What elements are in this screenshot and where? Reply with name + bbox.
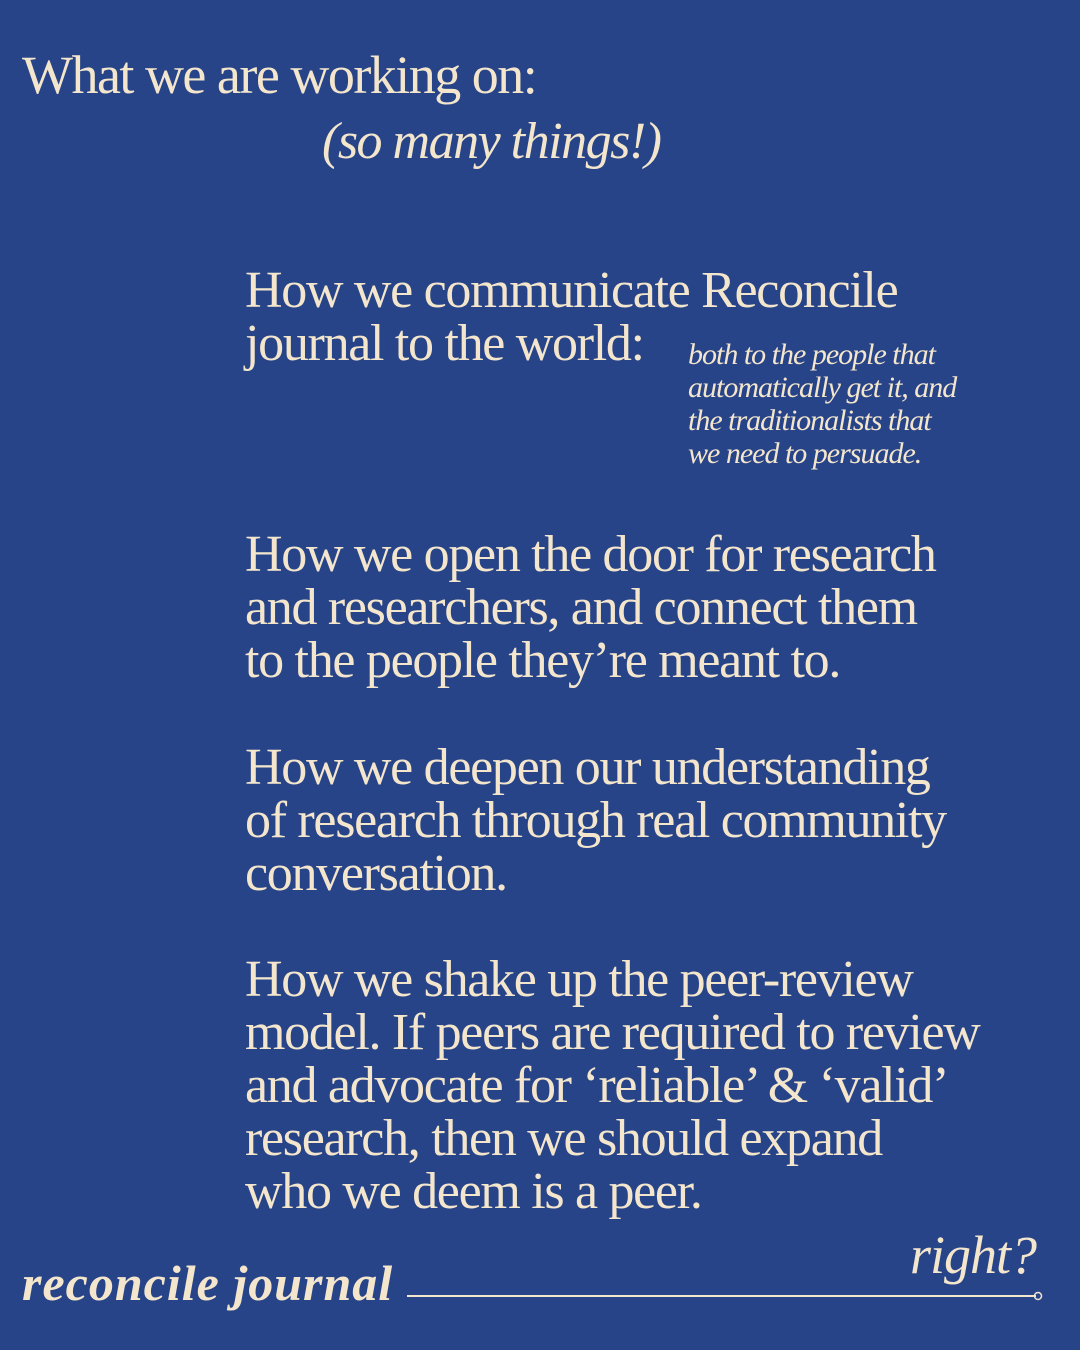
item-line: and researchers, and connect them: [245, 579, 917, 636]
item-line: How we shake up the peer-review: [245, 951, 913, 1008]
item-aside-note: [688, 338, 956, 470]
tagline: right?: [910, 1225, 1037, 1285]
brand-logo: reconcile journal: [22, 1255, 394, 1311]
work-item-deepen-understanding: [245, 741, 1045, 900]
aside-line: both to the people that: [688, 338, 935, 371]
item-line: How we deepen our understanding: [245, 739, 930, 796]
item-line: conversation.: [245, 845, 507, 902]
aside-line: the traditionalists that: [688, 404, 931, 437]
item-line: journal to the world:: [245, 315, 644, 372]
item-line: to the people they’re meant to.: [245, 632, 841, 689]
heading: What we are working on:: [22, 45, 537, 105]
item-line: model. If peers are required to review: [245, 1004, 980, 1061]
item-line: of research through real community: [245, 792, 946, 849]
aside-line: we need to persuade.: [688, 437, 922, 470]
item-line: and advocate for ‘reliable’ & ‘valid’: [245, 1057, 949, 1114]
subheading: (so many things!): [322, 113, 661, 170]
item-line: research, then we should expand: [245, 1110, 882, 1167]
work-item-peer-review: [245, 953, 1045, 1218]
item-line: How we communicate Reconcile: [245, 262, 898, 319]
work-item-open-door: [245, 528, 1045, 687]
item-line: How we open the door for research: [245, 526, 936, 583]
footer-rule: [407, 1290, 1043, 1302]
item-line: who we deem is a peer.: [245, 1163, 702, 1220]
aside-line: automatically get it, and: [688, 371, 957, 404]
